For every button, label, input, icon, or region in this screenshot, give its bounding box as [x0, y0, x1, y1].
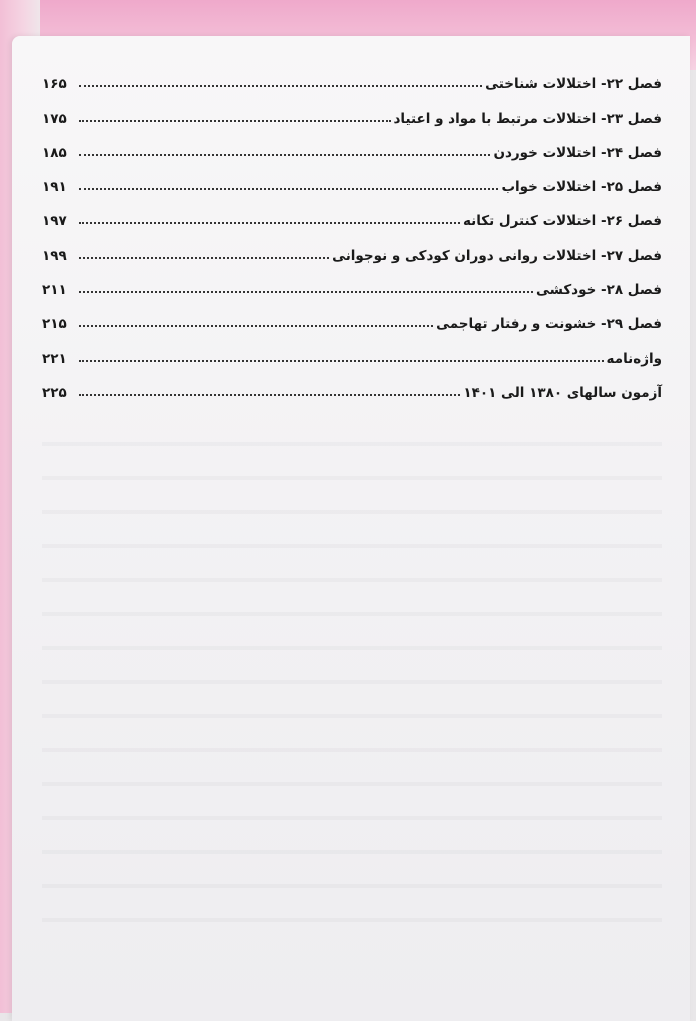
toc-entry [42, 131, 662, 165]
toc-entry [42, 336, 662, 370]
toc-entry-page: ۲۲۵ [42, 384, 67, 401]
toc-entry [42, 199, 662, 233]
toc-entry [42, 233, 662, 267]
toc-leader-dots [79, 154, 490, 156]
toc-leader-dots [79, 222, 460, 224]
toc-entry [42, 62, 662, 96]
toc-entry-page: ۱۸۵ [42, 144, 67, 161]
toc-leader-dots [79, 360, 604, 362]
toc-leader-dots [79, 120, 391, 122]
toc-leader-dots [79, 325, 433, 327]
toc-entry-page: ۲۱۱ [42, 282, 67, 299]
toc-entry-title: فصل ۲۳- اختلالات مرتبط با مواد و اعتیاد [393, 110, 662, 127]
toc-entry-page: ۲۲۱ [42, 350, 67, 367]
toc-entry-page: ۱۹۱ [42, 179, 67, 196]
toc-leader-dots [79, 394, 460, 396]
toc-entry-title: فصل ۲۷- اختلالات روانی دوران کودکی و نوجوانی [332, 247, 662, 264]
toc-entry [42, 302, 662, 336]
toc-entry-title: واژه‌نامه [606, 350, 662, 367]
toc-entry-page: ۲۱۵ [42, 316, 67, 333]
toc-leader-dots [79, 291, 533, 293]
toc-entry-page: ۱۹۹ [42, 247, 67, 264]
toc-entry [42, 96, 662, 130]
bleed-through-lines [42, 412, 662, 932]
toc-entry-title: فصل ۲۴- اختلالات خوردن [493, 144, 662, 161]
toc-entry-title: فصل ۲۲- اختلالات شناختی [485, 76, 662, 93]
toc-entry [42, 268, 662, 302]
toc-leader-dots [79, 188, 498, 190]
toc-entry-page: ۱۶۵ [42, 76, 67, 93]
toc-entry [42, 371, 662, 405]
toc-leader-dots [79, 257, 329, 259]
toc-entry-title: آزمون سالهای ۱۳۸۰ الی ۱۴۰۱ [463, 384, 662, 401]
toc-leader-dots [79, 85, 482, 87]
toc-entry-page: ۱۹۷ [42, 213, 67, 230]
toc-entry-title: فصل ۲۵- اختلالات خواب [501, 179, 662, 196]
toc-entry-page: ۱۷۵ [42, 110, 67, 127]
toc-entry [42, 165, 662, 199]
table-of-contents [42, 62, 662, 405]
toc-entry-title: فصل ۲۹- خشونت و رفتار تهاجمی [436, 316, 662, 333]
toc-entry-title: فصل ۲۸- خودکشی [535, 282, 662, 299]
toc-entry-title: فصل ۲۶- اختلالات کنترل تکانه [462, 213, 662, 230]
